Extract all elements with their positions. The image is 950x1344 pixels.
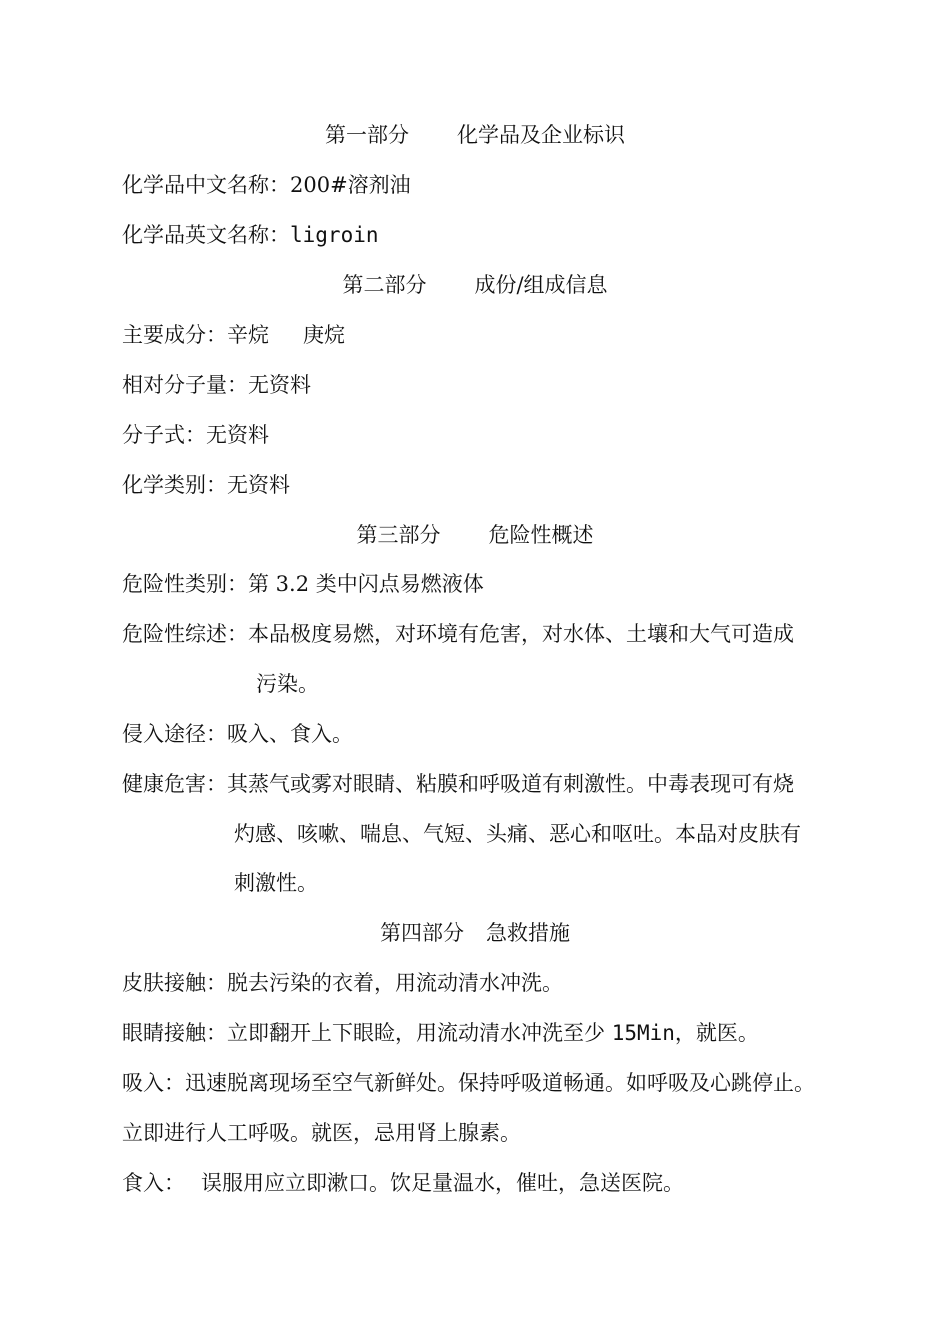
exposure-route-label: 侵入途径：: [122, 722, 227, 746]
molecular-weight-row: [122, 370, 311, 400]
section-4-number: 第四部分: [380, 921, 464, 945]
hazard-summary-row: [122, 619, 794, 649]
hazard-summary-line-2: 污染。: [256, 672, 319, 696]
section-2-title: 成份/组成信息: [474, 273, 608, 297]
health-hazard-line-3: 刺激性。: [234, 871, 318, 895]
chemical-class-value: 无资料: [227, 473, 290, 497]
molecular-formula-label: 分子式：: [122, 423, 206, 447]
eye-contact-row: [122, 1018, 759, 1048]
main-component-1: 辛烷: [227, 323, 269, 347]
section-1-number: 第一部分: [325, 123, 409, 147]
chinese-name-row: [122, 170, 411, 200]
ingestion-label: 食入：: [122, 1171, 185, 1195]
ingestion-row: [122, 1168, 684, 1198]
section-4-heading: [0, 918, 950, 948]
english-name-value: ligroin: [290, 223, 379, 247]
hazard-category-label: 危险性类别：: [122, 572, 248, 596]
eye-contact-label: 眼睛接触：: [122, 1021, 227, 1045]
hazard-category-value: 第 3.2 类中闪点易燃液体: [248, 572, 484, 596]
section-3-title: 危险性概述: [488, 523, 594, 547]
section-1-title: 化学品及企业标识: [457, 123, 625, 147]
skin-contact-row: [122, 968, 563, 998]
main-components-label: 主要成分：: [122, 323, 227, 347]
ingestion-value: 误服用应立即漱口。饮足量温水，催吐，急送医院。: [201, 1171, 684, 1195]
inhalation-row: [122, 1068, 815, 1098]
english-name-row: [122, 220, 379, 250]
health-hazard-label: 健康危害：: [122, 772, 227, 796]
section-1-heading: [0, 120, 950, 150]
molecular-weight-value: 无资料: [248, 373, 311, 397]
eye-contact-value-b: 15Min: [611, 1021, 675, 1045]
molecular-formula-value: 无资料: [206, 423, 269, 447]
section-4-title: 急救措施: [486, 921, 570, 945]
eye-contact-value-a: 立即翻开上下眼睑，用流动清水冲洗至少: [227, 1021, 612, 1045]
health-hazard-line-1: 其蒸气或雾对眼睛、粘膜和呼吸道有刺激性。中毒表现可有烧: [227, 772, 794, 796]
main-component-2: 庚烷: [303, 323, 345, 347]
skin-contact-value: 脱去污染的衣着，用流动清水冲洗。: [227, 971, 563, 995]
chinese-name-label: 化学品中文名称：: [122, 173, 290, 197]
molecular-weight-label: 相对分子量：: [122, 373, 248, 397]
inhalation-line-2: 立即进行人工呼吸。就医，忌用肾上腺素。: [122, 1121, 521, 1145]
skin-contact-label: 皮肤接触：: [122, 971, 227, 995]
eye-contact-value-c: ，就医。: [674, 1021, 759, 1045]
inhalation-label: 吸入：: [122, 1071, 185, 1095]
molecular-formula-row: [122, 420, 269, 450]
inhalation-line-1: 迅速脱离现场至空气新鲜处。保持呼吸道畅通。如呼吸及心跳停止。: [185, 1071, 815, 1095]
section-2-heading: [0, 270, 950, 300]
chemical-class-row: [122, 470, 290, 500]
exposure-route-value: 吸入、食入。: [227, 722, 353, 746]
hazard-category-row: [122, 569, 484, 599]
health-hazard-line-2: 灼感、咳嗽、喘息、气短、头痛、恶心和呕吐。本品对皮肤有: [234, 822, 801, 846]
section-3-number: 第三部分: [356, 523, 441, 547]
chemical-class-label: 化学类别：: [122, 473, 227, 497]
section-3-heading: [0, 520, 950, 550]
main-components-row: [122, 320, 345, 350]
hazard-summary-label: 危险性综述：: [122, 622, 248, 646]
exposure-route-row: [122, 719, 353, 749]
english-name-label: 化学品英文名称：: [122, 223, 290, 247]
chinese-name-value: 200#溶剂油: [290, 173, 411, 197]
health-hazard-row: [122, 769, 794, 799]
section-2-number: 第二部分: [342, 273, 427, 297]
hazard-summary-line-1: 本品极度易燃，对环境有危害，对水体、土壤和大气可造成: [248, 622, 794, 646]
